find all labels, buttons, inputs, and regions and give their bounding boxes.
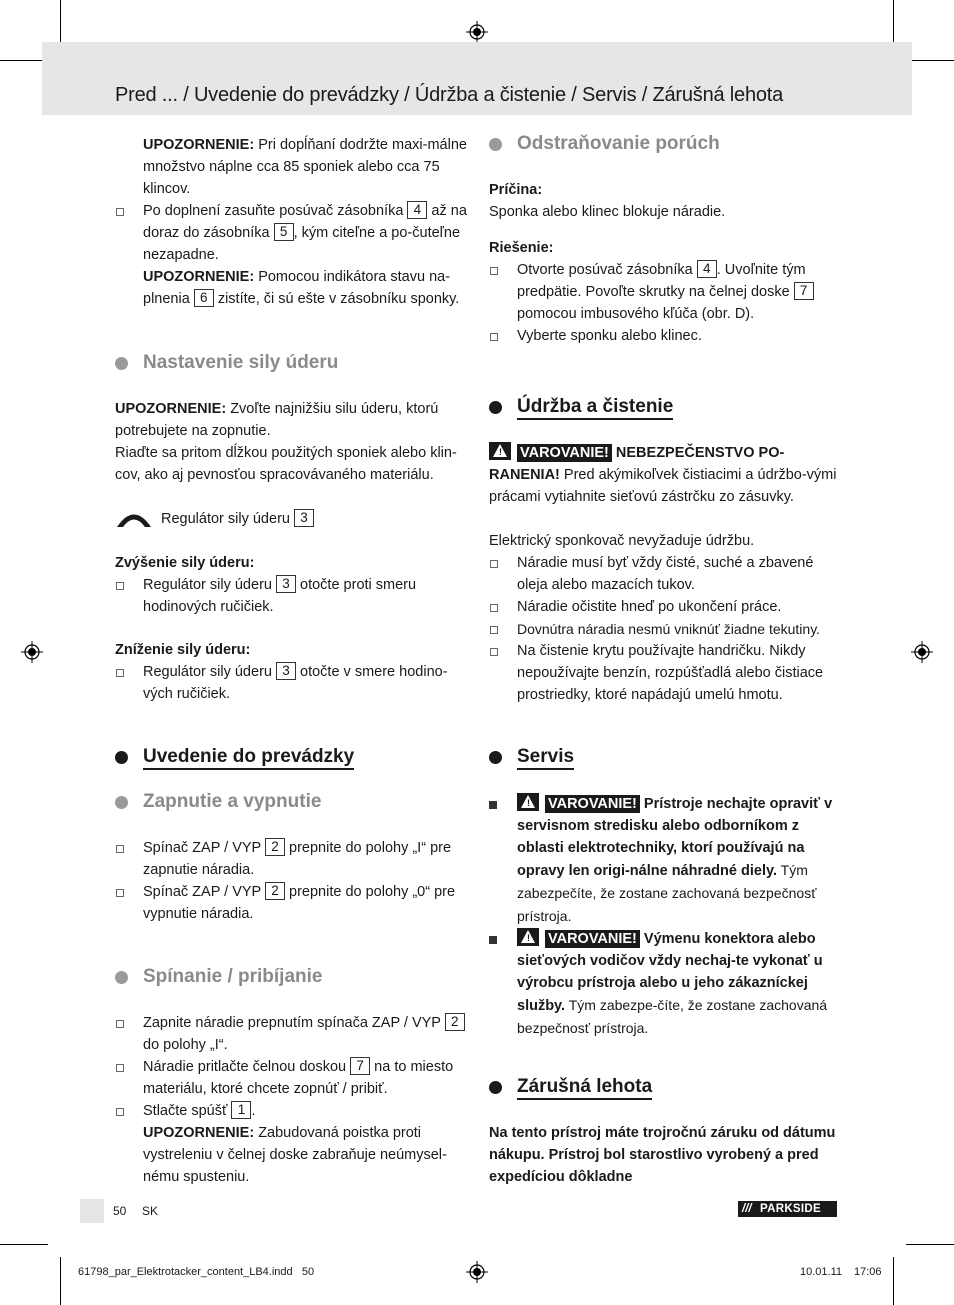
part-number-box: 3 [276, 575, 296, 593]
note-paragraph [115, 1122, 467, 1188]
file-name: 61798_par_Elektrotacker_content_LB4.indd 50 [78, 1266, 315, 1278]
list-text: Otvorte posúvač zásobníka [517, 262, 697, 278]
section-heading-maintenance [517, 396, 673, 418]
checkbox-bullet-icon [490, 267, 498, 275]
square-bullet-icon [489, 801, 497, 809]
warning-bold-text: NEBEZPEČENSTVO PO-RANENIA! [489, 445, 785, 483]
list-item [489, 325, 839, 347]
part-number-box: 3 [276, 662, 296, 680]
section-heading-stapling [143, 966, 322, 988]
note-text: Pri dopĺňaní dodržte maxi-málne množstvo náplne cca 85 sponiek alebo cca 75 klincov. [143, 137, 467, 197]
list-text: Spínač ZAP / VYP [143, 884, 265, 900]
heading-text: Zárušná lehota [517, 1076, 652, 1100]
list-text: prepnite do polohy „0“ pre vypnutie náradia. [143, 884, 456, 922]
heading-text: Servis [517, 746, 574, 770]
note-text: zistíte, či sú ešte v zásobníku sponky. [213, 291, 460, 307]
onoff-list [115, 837, 467, 925]
force-section [115, 398, 467, 486]
checkbox-bullet-icon [116, 1064, 124, 1072]
list-text: do polohy „I“. [143, 1037, 228, 1053]
bullet-dot-icon [115, 971, 128, 984]
registration-mark-icon [21, 641, 43, 663]
left-column-intro [115, 134, 467, 310]
list-text: Na čistenie krytu používajte handričku. Nikdy nepoužívajte benzín, rozpúšťadlá alebo čistiace prostriedky, ktoré napádajú umelú hmotu. [517, 643, 824, 703]
part-number-box: 2 [265, 882, 285, 900]
paragraph: Riaďte sa pritom dĺžkou použitých sponiek alebo klin-cov, ako aj pevnosťou spracovávaného materiálu. [115, 445, 457, 483]
print-time: 17:06 [854, 1266, 882, 1278]
section-heading-warranty [517, 1076, 652, 1098]
list-text: otočte v smere hodino-vých ručičiek. [143, 664, 448, 702]
crop-mark [0, 60, 48, 61]
note-label: UPOZORNENIE: [143, 1125, 255, 1141]
section-heading-start [143, 746, 354, 768]
crop-mark [906, 60, 954, 61]
warranty-text: Na tento prístroj máte trojročnú záruku od dátumu nákupu. Prístroj bol starostlivo vyrobený a pred expedíciou dôkladne [489, 1125, 836, 1185]
warning-triangle-icon: ! [517, 793, 539, 811]
brand-name: PARKSIDE [760, 1203, 821, 1215]
paragraph: Sponka alebo klinec blokuje náradie. [489, 204, 726, 220]
list-item [489, 552, 839, 596]
regulator-text: Regulátor sily úderu [161, 511, 294, 527]
list-item [489, 793, 839, 928]
list-item [115, 1100, 467, 1122]
list-text: Dovnútra náradia nesmú vniknúť žiadne tekutiny. [517, 621, 821, 637]
part-number-box: 4 [697, 260, 717, 278]
checkbox-bullet-icon [490, 648, 498, 656]
subheading: Zvýšenie sily úderu: [115, 555, 255, 571]
force-decrease [115, 639, 467, 705]
part-number-box: 7 [350, 1057, 370, 1075]
part-number-box: 1 [231, 1101, 251, 1119]
note-label: UPOZORNENIE: [115, 401, 227, 417]
heading-text: Zapnutie a vypnutie [143, 791, 322, 812]
registration-mark-icon [466, 21, 488, 43]
warning-bold-text: Prístroje nechajte opraviť v servisnom stredisku alebo odborníkom z oblasti elektrotechniky, ktorí používajú na opravy len origi-nálne náhradné diely. [517, 796, 833, 879]
warning-text: Tým zabezpe-číte, že zostane zachovaná bezpečnosť prístroja. [517, 997, 828, 1036]
crop-mark [893, 1257, 894, 1305]
list-item [115, 837, 467, 881]
list-text: Náradie pritlačte čelnou doskou [143, 1059, 351, 1075]
part-number-box: 5 [274, 223, 294, 241]
force-increase [115, 552, 467, 618]
maintenance-section [489, 442, 839, 706]
force-regulator-icon [115, 508, 153, 528]
list-text: Spínač ZAP / VYP [143, 840, 265, 856]
warning-label: VAROVANIE! [545, 795, 640, 813]
page-number-box [80, 1199, 104, 1223]
checkbox-bullet-icon [116, 582, 124, 590]
checkbox-bullet-icon [116, 1020, 124, 1028]
list-text: až na doraz do zásobníka [143, 203, 467, 241]
list-item [115, 661, 467, 705]
list-text: na to miesto materiálu, ktoré chcete zopnúť / pribiť. [143, 1059, 454, 1097]
section-heading-onoff [143, 791, 321, 813]
list-text: , kým citeľne a po-čuteľne nezapadne. [143, 225, 461, 263]
list-text: Regulátor sily úderu [143, 577, 276, 593]
list-text: . [251, 1103, 256, 1119]
checkbox-bullet-icon [490, 626, 498, 634]
stapling-list [115, 1012, 467, 1188]
warning-label: VAROVANIE! [517, 444, 612, 462]
parkside-logo [738, 1201, 837, 1217]
subheading: Zníženie sily úderu: [115, 642, 251, 658]
heading-text: Uvedenie do prevádzky [143, 746, 354, 770]
list-item [115, 881, 467, 925]
list-item [115, 1012, 467, 1056]
section-heading-force [143, 352, 338, 374]
list-text: . Uvoľnite tým predpätie. Povoľte skrutky na čelnej doske [517, 262, 806, 300]
list-item [489, 596, 839, 618]
square-bullet-icon [489, 936, 497, 944]
logo-stripes-icon: /// [742, 1203, 752, 1215]
section-heading-troubleshooting [517, 133, 720, 155]
crop-mark [60, 0, 61, 48]
section-heading-service [517, 746, 574, 768]
heading-text: Spínanie / pribíjanie [143, 966, 323, 987]
subheading: Riešenie: [489, 240, 554, 256]
warning-text: Tým zabezpečíte, že zostane zachovaná bezpečnosť prístroja. [517, 862, 817, 924]
page-title: Pred ... / Uvedenie do prevádzky / Údržba a čistenie / Servis / Zárušná lehota [115, 84, 784, 106]
page-number: 50 [113, 1204, 127, 1218]
part-number-box: 3 [294, 509, 314, 527]
note-paragraph [115, 134, 467, 200]
part-number-box: 7 [794, 282, 814, 300]
heading-text: Odstraňovanie porúch [517, 133, 720, 154]
list-item [489, 640, 839, 706]
service-section [489, 793, 839, 1040]
crop-mark [60, 1257, 61, 1305]
checkbox-bullet-icon [490, 604, 498, 612]
bullet-dot-icon [115, 357, 128, 370]
troubleshooting-section [489, 179, 839, 347]
checkbox-bullet-icon [490, 333, 498, 341]
registration-mark-icon [911, 641, 933, 663]
warning-paragraph [489, 442, 839, 508]
bullet-dot-icon [489, 751, 502, 764]
list-item [489, 618, 839, 640]
checkbox-bullet-icon [116, 1108, 124, 1116]
list-item [489, 928, 839, 1040]
bullet-dot-icon [489, 1081, 502, 1094]
crop-mark [0, 1244, 48, 1245]
list-item [115, 200, 467, 266]
list-text: Po doplnení zasuňte posúvač zásobníka [143, 203, 408, 219]
checkbox-bullet-icon [116, 208, 124, 216]
heading-text: Nastavenie sily úderu [143, 352, 339, 373]
warning-triangle-icon: ! [489, 442, 511, 460]
crop-mark [906, 1244, 954, 1245]
warning-text: Pred akýmikoľvek čistiacimi a údržbo-vými prácami vytiahnite sieťovú zástrčku zo zásuvky. [489, 467, 837, 505]
registration-mark-icon [466, 1261, 488, 1283]
bullet-dot-icon [115, 751, 128, 764]
print-date: 10.01.11 [800, 1266, 843, 1278]
crop-mark [893, 0, 894, 48]
list-text: Náradie musí byť vždy čisté, suché a zbavené oleja alebo mazacích tukov. [517, 555, 814, 593]
note-label: UPOZORNENIE: [143, 269, 255, 285]
list-text: Regulátor sily úderu [143, 664, 276, 680]
warning-triangle-icon: ! [517, 928, 539, 946]
list-text: pomocou imbusového kľúča (obr. D). [517, 306, 755, 322]
list-text: Vyberte sponku alebo klinec. [517, 328, 702, 344]
list-text: prepnite do polohy „I“ pre zapnutie náradia. [143, 840, 452, 878]
list-text: Zapnite náradie prepnutím spínača ZAP / VYP [143, 1015, 445, 1031]
list-text: Náradie očistite hneď po ukončení práce. [517, 599, 782, 615]
part-number-box: 2 [445, 1013, 465, 1031]
bullet-dot-icon [489, 401, 502, 414]
paragraph: Elektrický sponkovač nevyžaduje údržbu. [489, 533, 755, 549]
part-number-box: 4 [407, 201, 427, 219]
note-text: Pomocou indikátora stavu na-plnenia [143, 269, 451, 307]
checkbox-bullet-icon [116, 889, 124, 897]
list-text: Stlačte spúšť [143, 1103, 232, 1119]
warning-bold-text: Výmenu konektora alebo sieťových vodičov vždy nechaj-te vykonať u výrobcu prístroja alebo u jeho zákazníckej služby. [517, 931, 823, 1014]
note-paragraph [115, 398, 467, 442]
checkbox-bullet-icon [116, 669, 124, 677]
note-text: Zvoľte najnižšiu silu úderu, ktorú potrebujete na zopnutie. [115, 401, 439, 439]
bullet-dot-icon [115, 796, 128, 809]
bullet-dot-icon [489, 138, 502, 151]
list-item [115, 574, 467, 618]
checkbox-bullet-icon [490, 560, 498, 568]
warning-label: VAROVANIE! [545, 930, 640, 948]
list-item [489, 259, 839, 325]
note-paragraph [115, 266, 467, 310]
part-number-box: 6 [194, 289, 214, 307]
subheading: Príčina: [489, 182, 543, 198]
list-item [115, 1056, 467, 1100]
part-number-box: 2 [265, 838, 285, 856]
checkbox-bullet-icon [116, 845, 124, 853]
list-text: otočte proti smeru hodinových ručičiek. [143, 577, 417, 615]
regulator-label [161, 508, 314, 530]
note-text: Zabudovaná poistka proti vystreleniu v čelnej doske zabraňuje neúmysel-nému spusteniu. [143, 1125, 447, 1185]
heading-text: Údržba a čistenie [517, 396, 673, 420]
note-label: UPOZORNENIE: [143, 137, 255, 153]
language-code: SK [142, 1204, 159, 1218]
